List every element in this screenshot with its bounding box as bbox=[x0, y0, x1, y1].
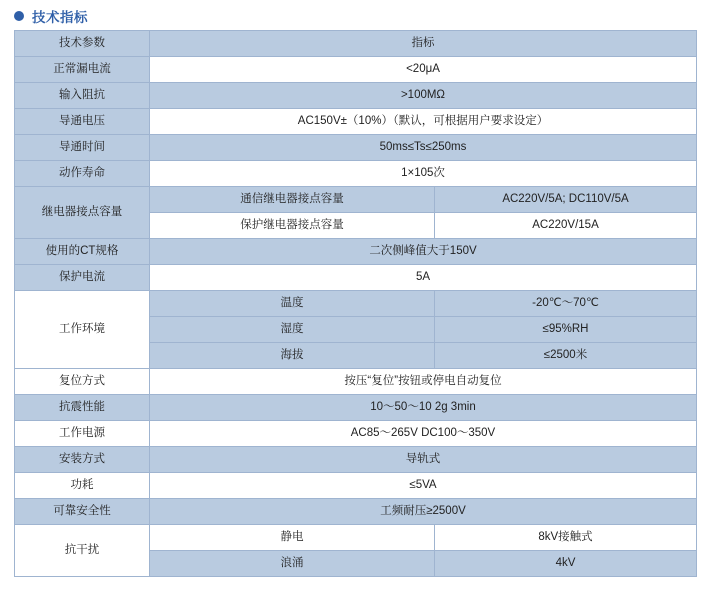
table-row bbox=[15, 135, 697, 161]
row-label: 正常漏电流 bbox=[15, 57, 150, 83]
row-label: 安装方式 bbox=[15, 447, 150, 473]
table-row bbox=[15, 109, 697, 135]
page-title: 技术指标 bbox=[32, 10, 88, 25]
table-row bbox=[15, 395, 697, 421]
sub-row-value: AC220V/15A bbox=[435, 213, 697, 239]
row-value: 5A bbox=[150, 265, 697, 291]
row-label: 工作电源 bbox=[15, 421, 150, 447]
table-row bbox=[15, 421, 697, 447]
row-label: 工作环境 bbox=[15, 291, 150, 369]
sub-row-name: 静电 bbox=[150, 525, 435, 551]
table-row bbox=[15, 265, 697, 291]
row-label: 动作寿命 bbox=[15, 161, 150, 187]
table-row bbox=[15, 57, 697, 83]
table-row bbox=[15, 499, 697, 525]
section-heading bbox=[0, 0, 709, 30]
row-value: 50ms≤Ts≤250ms bbox=[150, 135, 697, 161]
row-label: 复位方式 bbox=[15, 369, 150, 395]
row-label: 抗干扰 bbox=[15, 525, 150, 577]
table-row bbox=[15, 187, 697, 213]
sub-row-name: 海拔 bbox=[150, 343, 435, 369]
row-value: ≤5VA bbox=[150, 473, 697, 499]
row-label: 继电器接点容量 bbox=[15, 187, 150, 239]
header-value: 指标 bbox=[150, 31, 697, 57]
row-value: 工频耐压≥2500V bbox=[150, 499, 697, 525]
row-value: >100MΩ bbox=[150, 83, 697, 109]
row-label: 使用的CT规格 bbox=[15, 239, 150, 265]
sub-row-value: AC220V/5A; DC110V/5A bbox=[435, 187, 697, 213]
table-header-row bbox=[15, 31, 697, 57]
row-label: 功耗 bbox=[15, 473, 150, 499]
sub-row-value: 8kV接触式 bbox=[435, 525, 697, 551]
sub-row-name: 通信继电器接点容量 bbox=[150, 187, 435, 213]
row-label: 导通电压 bbox=[15, 109, 150, 135]
row-value: 按压“复位”按钮或停电自动复位 bbox=[150, 369, 697, 395]
sub-row-value: ≤2500米 bbox=[435, 343, 697, 369]
row-value: <20μA bbox=[150, 57, 697, 83]
row-value: AC150V±（10%）（默认，可根据用户要求设定） bbox=[150, 109, 697, 135]
bullet-icon bbox=[14, 11, 24, 21]
sub-row-name: 温度 bbox=[150, 291, 435, 317]
row-value: AC85～265V DC100～350V bbox=[150, 421, 697, 447]
row-label: 抗震性能 bbox=[15, 395, 150, 421]
sub-row-name: 保护继电器接点容量 bbox=[150, 213, 435, 239]
row-value: 10～50～10 2g 3min bbox=[150, 395, 697, 421]
row-value: 导轨式 bbox=[150, 447, 697, 473]
row-label: 保护电流 bbox=[15, 265, 150, 291]
row-label: 导通时间 bbox=[15, 135, 150, 161]
sub-row-value: -20℃～70℃ bbox=[435, 291, 697, 317]
row-label: 可靠安全性 bbox=[15, 499, 150, 525]
row-value: 1×105次 bbox=[150, 161, 697, 187]
row-label: 输入阻抗 bbox=[15, 83, 150, 109]
table-row bbox=[15, 239, 697, 265]
table-row bbox=[15, 525, 697, 551]
sub-row-value: 4kV bbox=[435, 551, 697, 577]
table-row bbox=[15, 291, 697, 317]
table-row bbox=[15, 161, 697, 187]
sub-row-name: 浪涌 bbox=[150, 551, 435, 577]
table-row bbox=[15, 447, 697, 473]
row-value: 二次侧峰值大于150V bbox=[150, 239, 697, 265]
table-row bbox=[15, 83, 697, 109]
sub-row-value: ≤95%RH bbox=[435, 317, 697, 343]
table-row bbox=[15, 369, 697, 395]
table-row bbox=[15, 473, 697, 499]
sub-row-name: 湿度 bbox=[150, 317, 435, 343]
header-param: 技术参数 bbox=[15, 31, 150, 57]
specification-table bbox=[14, 30, 697, 577]
